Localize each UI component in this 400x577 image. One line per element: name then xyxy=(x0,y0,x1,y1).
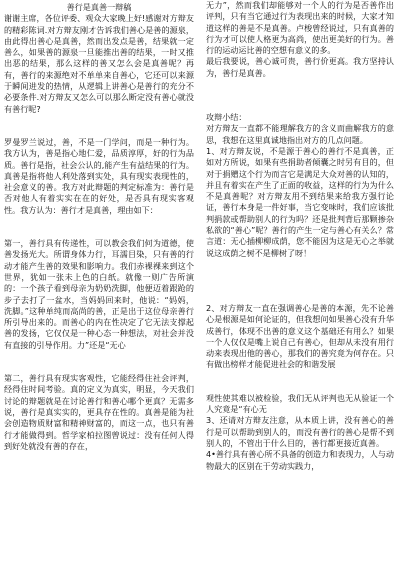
summary-point-two: 2、对方辩友一直在强调善心是善的本源，先不论善心是根源是如何论证的，但我想问如果善心没有升华成善行，体现不出善的意义这个基础还有用么？如果一个人仅仅是嘴上说自己有善心，但却从未没有用行动来表现出他的善心，那我们的善究竟为何存在。只有做出榜样才能促进社会的和谐发展 xyxy=(206,302,394,370)
summary-intro-paragraph: 对方辩友一直都不能理解我方的含义而曲解我方的意思，我想在这里真诚地指出对方的几点问题。 xyxy=(206,123,394,145)
definition-paragraph: 罗曼罗兰说过，善，不是一门学问，而是一种行为。我方认为，善是指心地仁爱，品质淳厚，好的行为品质。善行是指，社会公认的,能产生有益结果的行为。真善是指将他人利处落到实处，具有现实表现性的，社会意义的善。我方对此辩题的判定标准为：善行是否对他人有着实实在在的好处，是否具有现实客观性。我方认为：善行才是真善，理由如下： xyxy=(4,136,194,215)
opening-paragraph: 谢谢主席，各位评委、观众大家晚上好!感谢对方辩友的精彩陈词.对方辩友刚才告诉我们善心是善的源泉，由此得出善心是真善，然而出发点是善，结果就一定善么，如果善的源泉一旦能推出善的结果，一时又推出恶的结果，那么这样的善又怎么会是真善呢？再有，善行的来源绝对不单单来自善心，它还可以来源于瞬间进发的热情，从逻辑上讲善心是善行的充分不必要条件.对方辩友又怎么可以那么断定没有善心就没有善行呢? xyxy=(4,13,194,114)
summary-point-three: 3、还请对方辩友注意，从本质上讲，没有善心的善行是可以帮助到别人的，而没有善行的善心是帮不到别人的，不管出于什么目的，善行都更接近真善。 xyxy=(206,415,394,448)
summary-heading: 攻辩小结： xyxy=(206,112,247,123)
point-one-paragraph: 第一，善行具有传递性，可以教会我们何为道德，使善发扬光大。所谓身体力行，耳濡目染，只有善的行动才能产生善的效果和影响力。我们赤裸裸来到这个世界，犹如一张未上色的白纸。就像一则广告所演的：一个孩子看到母亲为奶奶洗脚，他便迈着跟跄的步子去打了一盆水，当妈妈回来时，他说：“妈妈，洗脚。”这种单纯而高尚的善，正是出于这位母亲善行所引导出来的。而善心的内在性决定了它无法支撑起善的发扬，它仅仅是一种心态一种想法，对社会并没有直接的引导作用。力”还是“无心 xyxy=(4,238,194,350)
continuation-paragraph: 无力”，然而我们却能够对一个人的行为是否善作出评判，只有当它通过行为表现出来的时候，大家才知道这样的善是不是真善。卢梭曾经说过，只有真善的行为才可以使人格更为高尚，使出更美好的行为。善行的运动运比善的空想有意义的多。 xyxy=(206,0,394,56)
right-column xyxy=(206,0,394,472)
document-title: 善行是真善一辩稿 xyxy=(66,2,132,12)
point-two-paragraph: 第二，善行具有现实客观性，它能经得住社会评判，经得住时间考验。真的定义为真实，明显，今天我们讨论的辩题就是在讨论善行和善心哪个更真？无需多说，善行是真实实的，更具存在性的。真善是能为社会创造物质财富和精神财富的，而这一点，也只有善行才能做得到。哲学家柏拉图曾说过：没有任何人得到好处就没有善的存在， xyxy=(4,373,194,451)
summary-point-one: 1、对方辩友说，不是源于善心的善行不是真善，正如对方所说，如果有些捐助者倾囊之时另有目的，但对于捐赠这个行为而言它是满足大众对善的认知的，并且有着实在产生了正面的收益，这样的行为为什么不是真善呢？对方辩友用不到结果来给我方强行论证，善行本身是一件好事，当它变味时，我们应该批判捐款或帮助别人的行为吗？还是批判背后那颗掺杂私欲的“善心”呢？善行的产生一定与善心有关么？常言道：无心插柳柳成荫，您不能因为这是无心之举就说这成荫之树不是柳树了呀！ xyxy=(206,145,394,258)
summary-point-four: 4•善行具有善心所不具备的创造力和表现力，人与动物最大的区别在于劳动实践力， xyxy=(206,449,394,471)
left-column xyxy=(4,0,194,452)
orphan-line-paragraph: 观性使其难以被检验，我们无从评判也无从验证一个人究竟是“有心无 xyxy=(206,392,394,415)
closing-paragraph: 最后我要说，善心诚可贵，善行价更高。我方坚持认为，善行是真善。 xyxy=(206,56,394,78)
